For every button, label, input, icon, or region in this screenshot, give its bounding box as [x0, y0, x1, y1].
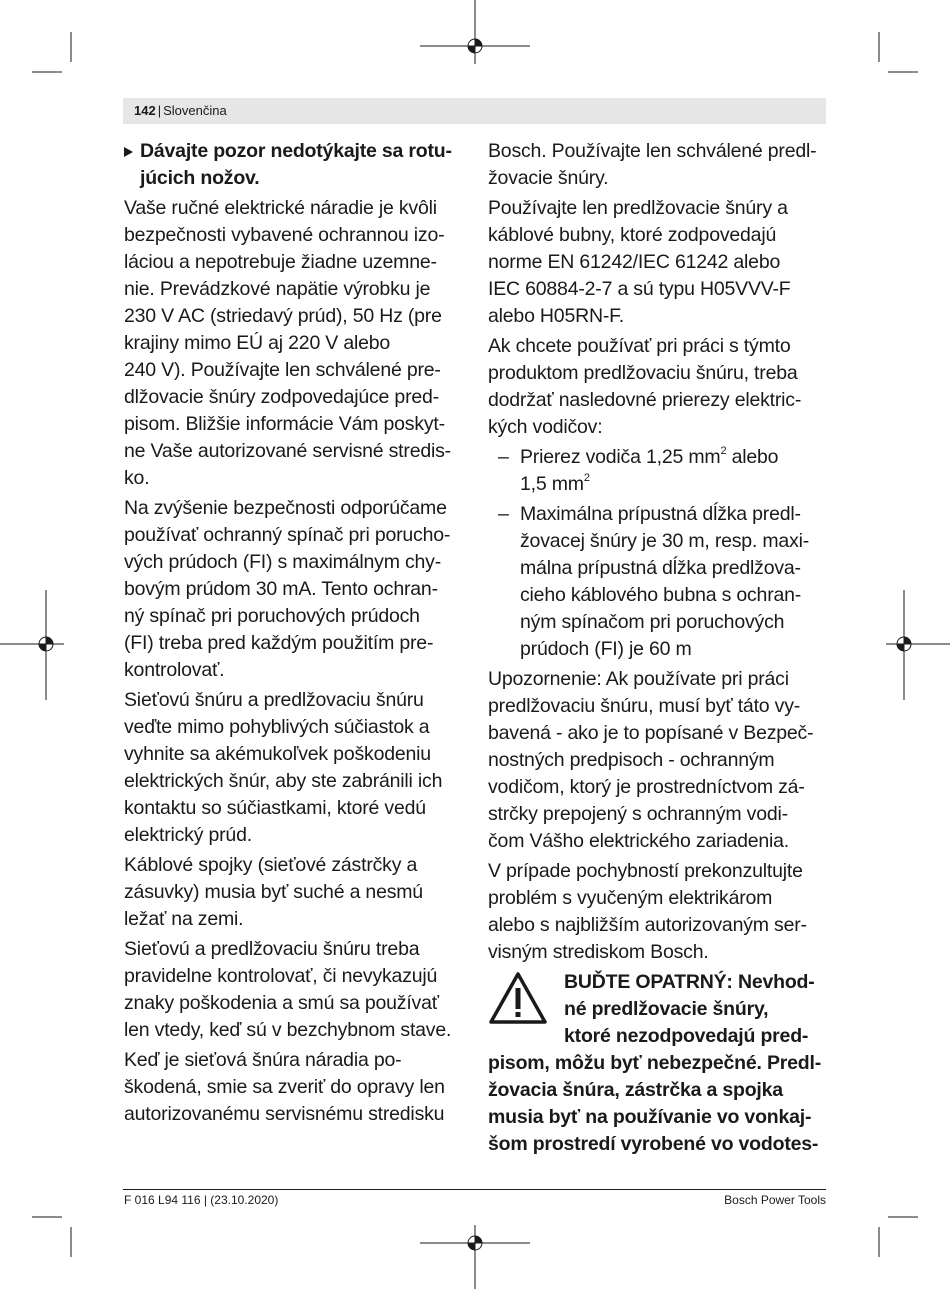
list-dash: – — [498, 446, 509, 468]
text-run: 1,5 mm — [520, 473, 584, 495]
text-line: nostných predpisoch - ochranným — [488, 749, 775, 771]
text-line: kontaktu so súčiastkami, ktoré vedú — [124, 797, 426, 819]
text-line: produktom predlžovaciu šnúru, treba — [488, 362, 798, 384]
text-line: IEC 60884-2-7 a sú typu H05VVV-F — [488, 278, 791, 300]
text-line: Na zvýšenie bezpečnosti odporúčame — [124, 497, 447, 519]
text-line — [520, 471, 828, 498]
text-line: pisom, môžu byť nebezpečné. Predl- — [488, 1052, 822, 1074]
text-line: júcich nožov. — [140, 167, 260, 189]
text-line: dlžovacie šnúry zodpovedajúce pred- — [124, 386, 439, 408]
paragraph-damaged-cord — [124, 1047, 460, 1128]
text-line: alebo s najbližším autorizovaným ser- — [488, 914, 807, 936]
text-line: predlžovaciu šnúru, musí byť táto vy- — [488, 695, 801, 717]
page-header-bar — [123, 98, 826, 124]
text-line: Maximálna prípustná dĺžka predl- — [520, 503, 801, 525]
text-line: strčky prepojený s ochranným vodi- — [488, 803, 788, 825]
caution-block — [488, 969, 828, 1158]
text-line: ktoré nezodpovedajú pred- — [564, 1025, 809, 1047]
text-line: pravidelne kontrolovať, či nevykazujú — [124, 965, 438, 987]
text-line: 230 V AC (striedavý prúd), 50 Hz (pre — [124, 305, 442, 327]
header-separator: | — [157, 103, 162, 118]
footer-document-code: F 016 L94 116 | (23.10.2020) — [124, 1193, 279, 1207]
text-line: žovacia šnúra, zástrčka a spojka — [488, 1079, 783, 1101]
text-line: láciou a nepotrebuje žiadne uzemne- — [124, 251, 437, 273]
text-line: bezpečnosti vybavené ochrannou izo- — [124, 224, 445, 246]
text-line: bovým prúdom 30 mA. Tento ochran- — [124, 578, 438, 600]
list-item-max-length — [488, 501, 828, 663]
bullet-triangle-icon — [124, 147, 133, 157]
page-number: 142 — [134, 103, 156, 118]
header-language: Slovenčina — [163, 103, 227, 118]
text-line: používať ochranný spínač pri porucho- — [124, 524, 451, 546]
warning-title — [124, 138, 460, 192]
text-line: dodržať nasledovné prierezy elektric- — [488, 389, 802, 411]
paragraph-insulation — [124, 195, 460, 492]
text-line: kých vodičov: — [488, 416, 603, 438]
text-line: vých prúdoch (FI) s maximálnym chy- — [124, 551, 441, 573]
text-line: elektrický prúd. — [124, 824, 252, 846]
text-line: prúdoch (FI) je 60 m — [520, 638, 692, 660]
paragraph-inspection — [124, 936, 460, 1044]
text-line: V prípade pochybností prekonzultujte — [488, 860, 803, 882]
footer-brand: Bosch Power Tools — [724, 1193, 826, 1207]
text-run: alebo — [726, 446, 779, 468]
text-line: ležať na zemi. — [124, 908, 244, 930]
text-line: bavená - ako je to popísané v Bezpeč- — [488, 722, 814, 744]
text-line: 240 V). Používajte len schválené pre- — [124, 359, 441, 381]
text-line: Káblové spojky (sieťové zástrčky a — [124, 854, 418, 876]
text-line: vyhnite sa akémukoľvek poškodeniu — [124, 743, 431, 765]
text-line: veďte mimo pohyblivých súčiastok a — [124, 716, 430, 738]
text-line: škodená, smie sa zveriť do opravy len — [124, 1076, 445, 1098]
text-line: ko. — [124, 467, 150, 489]
list-dash: – — [498, 503, 509, 525]
text-line: káblové bubny, ktoré zodpovedajú — [488, 224, 777, 246]
text-line: Dávajte pozor nedotýkajte sa rotu- — [140, 140, 452, 162]
text-line: ným spínačom pri poruchových — [520, 611, 785, 633]
paragraph-fi-switch — [124, 495, 460, 684]
superscript: 2 — [720, 444, 727, 457]
warning-triangle-icon — [488, 971, 548, 1025]
text-line: Vaše ručné elektrické náradie je kvôli — [124, 197, 437, 219]
text-line: šom prostredí vyrobené vo vodotes- — [488, 1133, 819, 1155]
text-line: ný spínač pri poruchových prúdoch — [124, 605, 420, 627]
paragraph-cord-routing — [124, 687, 460, 849]
paragraph-cross-sections — [488, 333, 828, 441]
text-line: Bosch. Používajte len schválené predl- — [488, 140, 817, 162]
text-line: nie. Prevádzkové napätie výrobku je — [124, 278, 431, 300]
text-run: Prierez vodiča 1,25 mm — [520, 446, 721, 468]
text-line: Ak chcete používať pri práci s týmto — [488, 335, 791, 357]
text-line: Keď je sieťová šnúra náradia po- — [124, 1049, 402, 1071]
text-line: autorizovanému servisnému stredisku — [124, 1103, 445, 1125]
text-line: elektrických šnúr, aby ste zabránili ich — [124, 770, 443, 792]
text-line: len vtedy, keď sú v bezchybnom stave. — [124, 1019, 452, 1041]
text-line: kontrolovať. — [124, 659, 225, 681]
text-line — [520, 444, 828, 471]
text-line: (FI) treba pred každým použitím pre- — [124, 632, 434, 654]
text-line: norme EN 61242/IEC 61242 alebo — [488, 251, 781, 273]
text-line: žovacej šnúry je 30 m, resp. maxi- — [520, 530, 810, 552]
text-line: Sieťovú šnúru a predlžovaciu šnúru — [124, 689, 424, 711]
left-column — [124, 138, 460, 1131]
text-line: cieho káblového bubna s ochran- — [520, 584, 802, 606]
text-line: zásuvky) musia byť suché a nesmú — [124, 881, 423, 903]
paragraph-approved-cords — [488, 138, 828, 192]
text-line: čom Vášho elektrického zariadenia. — [488, 830, 790, 852]
right-column — [488, 138, 828, 1158]
paragraph-connectors — [124, 852, 460, 933]
list-item-cross-section — [488, 444, 828, 498]
text-line: musia byť na používanie vo vonkaj- — [488, 1106, 812, 1128]
text-line: né predlžovacie šnúry, — [564, 998, 769, 1020]
paragraph-note — [488, 666, 828, 855]
text-line: visným strediskom Bosch. — [488, 941, 709, 963]
text-line: pisom. Bližšie informácie Vám poskyt- — [124, 413, 445, 435]
paragraph-consult — [488, 858, 828, 966]
paragraph-standards — [488, 195, 828, 330]
footer-rule — [123, 1189, 826, 1190]
text-line: ne Vaše autorizované servisné stredis- — [124, 440, 451, 462]
text-line: žovacie šnúry. — [488, 167, 609, 189]
text-line: problém s vyučeným elektrikárom — [488, 887, 773, 909]
text-line: znaky poškodenia a smú sa používať — [124, 992, 439, 1014]
text-line: alebo H05RN-F. — [488, 305, 624, 327]
text-line: krajiny mimo EÚ aj 220 V alebo — [124, 332, 391, 354]
text-line: Upozornenie: Ak používate pri práci — [488, 668, 789, 690]
text-line: Používajte len predlžovacie šnúry a — [488, 197, 788, 219]
superscript: 2 — [583, 471, 590, 484]
text-line: BUĎTE OPATRNÝ: Nevhod- — [564, 971, 815, 993]
page-header — [134, 102, 227, 120]
text-line: vodičom, ktorý je prostredníctvom zá- — [488, 776, 805, 798]
text-line: málna prípustná dĺžka predlžova- — [520, 557, 801, 579]
text-line: Sieťovú a predlžovaciu šnúru treba — [124, 938, 420, 960]
